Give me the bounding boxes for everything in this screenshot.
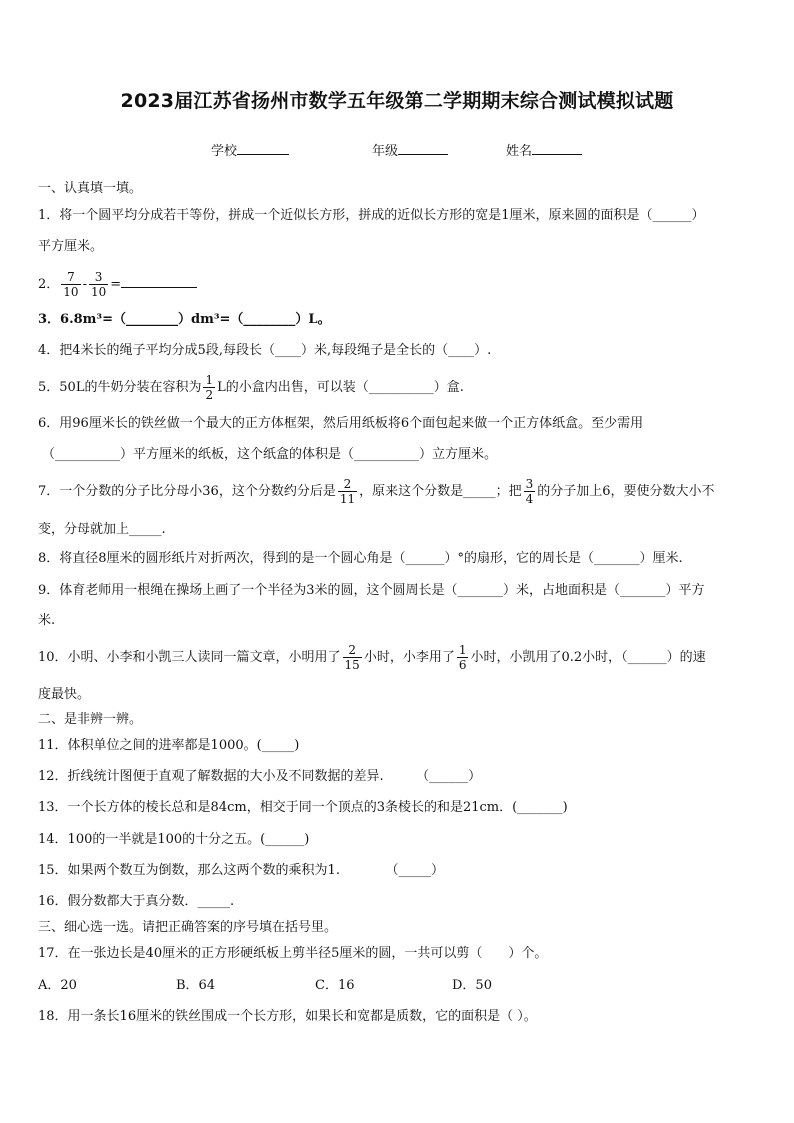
section-heading-2: 二、是非辨一辨。	[38, 712, 143, 727]
question-3: 3．6.8m³=（________）dm³=（________）L。	[38, 312, 331, 327]
q7-fraction-1	[338, 477, 357, 506]
q7-frac2-den: 4	[525, 492, 534, 506]
q2-label: 2．	[38, 277, 60, 292]
q17-option-d: D．50	[452, 978, 492, 993]
q2-fraction-2	[89, 270, 108, 299]
grade-field	[372, 140, 448, 159]
q5-frac-num: 1	[205, 373, 214, 387]
q5-fraction	[203, 373, 215, 402]
q10-frac1-den: 15	[344, 658, 360, 672]
question-10-cont: 度最快。	[38, 687, 91, 702]
question-12: 12．折线统计图便于直观了解数据的大小及不同数据的差异. （______）	[38, 769, 482, 784]
question-7-cont: 变，分母就加上_____.	[38, 522, 166, 537]
question-18: 18．用一条长16厘米的铁丝围成一个长方形，如果长和宽都是质数，它的面积是（ ）。	[38, 1009, 537, 1024]
q5-text-post: L的小盒内出售，可以装（__________）盒.	[217, 380, 464, 395]
q17-option-c: C．16	[315, 978, 355, 993]
question-14: 14．100的一半就是100的十分之五。(______)	[38, 832, 310, 847]
q5-text-pre: 5．50L的牛奶分装在容积为	[38, 380, 202, 395]
school-label: 学校	[211, 144, 238, 159]
q7-frac2-num: 3	[525, 477, 534, 491]
q7-frac1-den: 11	[339, 492, 356, 506]
name-field	[506, 140, 582, 159]
q10-text-post: 小时，小凯用了0.2小时，（______）的速	[470, 650, 706, 665]
question-15: 15．如果两个数互为倒数，那么这两个数的乘积为1. （_____）	[38, 863, 444, 878]
section-heading-1: 一、认真填一填。	[38, 181, 143, 196]
q2-minus: -	[82, 277, 87, 292]
q7-fraction-2	[524, 477, 536, 506]
q7-frac1-num: 2	[338, 477, 357, 492]
question-16: 16．假分数都大于真分数．_____.	[38, 894, 235, 909]
question-10	[38, 638, 758, 678]
q7-text-post: 的分子加上6，要使分数大小不	[537, 484, 715, 499]
q10-frac2-num: 1	[458, 643, 467, 657]
q10-frac2-den: 6	[458, 658, 467, 672]
question-13: 13．一个长方体的棱长总和是84cm，相交于同一个顶点的3条棱长的和是21cm．(_______)	[38, 800, 568, 815]
grade-label: 年级	[372, 144, 399, 159]
question-1-cont: 平方厘米。	[38, 239, 104, 254]
question-4: 4．把4米长的绳子平均分成5段,每段长（____）米,每段绳子是全长的（____）.	[38, 343, 492, 358]
q17-option-a: A．20	[38, 978, 77, 993]
q7-text-mid: ，原来这个分数是_____；把	[359, 484, 522, 499]
q10-frac1-num: 2	[343, 643, 362, 658]
name-blank	[532, 140, 582, 155]
q2-frac2-den: 10	[90, 285, 107, 299]
section-heading-3: 三、细心选一选。请把正确答案的序号填在括号里。	[38, 920, 338, 935]
q10-text-mid: 小时，小李用了	[363, 650, 455, 665]
school-field	[211, 140, 289, 159]
name-label: 姓名	[506, 144, 533, 159]
question-7	[38, 472, 758, 512]
grade-blank	[398, 140, 448, 155]
question-5	[38, 368, 758, 408]
question-9-cont: 米.	[38, 613, 56, 628]
q10-text-pre: 10．小明、小李和小凯三人读同一篇文章，小明用了	[38, 650, 341, 665]
page-title: 2023届江苏省扬州市数学五年级第二学期期末综合测试模拟试题	[120, 90, 674, 112]
q17-option-b: B．64	[176, 978, 216, 993]
q2-answer-blank	[121, 274, 197, 288]
q2-frac1-den: 10	[63, 285, 79, 299]
question-9: 9．体育老师用一根绳在操场上画了一个半径为3米的圆，这个圆周长是（_______）米，占地面积是（_______）平方	[38, 583, 705, 598]
question-1: 1．将一个圆平均分成若干等份，拼成一个近似长方形，拼成的近似长方形的宽是1厘米，原来圆的面积是（______）	[38, 208, 705, 223]
q2-frac2-num: 3	[89, 270, 108, 285]
q2-fraction-1	[61, 270, 80, 299]
school-blank	[237, 140, 289, 155]
student-info-line	[0, 140, 794, 160]
q10-fraction-2	[457, 643, 469, 672]
question-8: 8．将直径8厘米的圆形纸片对折两次，得到的是一个圆心角是（______）°的扇形，它的周长是（_______）厘米.	[38, 551, 683, 566]
question-17: 17．在一张边长是40厘米的正方形硬纸板上剪半径5厘米的圆，一共可以剪（ ）个。	[38, 946, 548, 961]
q2-equals: =	[110, 277, 122, 292]
question-6-cont: （__________）平方厘米的纸板，这个纸盒的体积是（__________）立方厘米。	[42, 447, 498, 462]
question-11: 11．体积单位之间的进率都是1000。(_____)	[38, 738, 300, 753]
question-2	[38, 265, 758, 305]
question-6: 6．用96厘米长的铁丝做一个最大的正方体框架，然后用纸板将6个面包起来做一个正方体纸盒。至少需用	[38, 416, 644, 431]
q5-frac-den: 2	[205, 388, 214, 402]
q7-text-pre: 7．一个分数的分子比分母小36，这个分数约分后是	[38, 484, 336, 499]
q2-frac1-num: 7	[61, 270, 80, 285]
q10-fraction-1	[343, 643, 362, 672]
